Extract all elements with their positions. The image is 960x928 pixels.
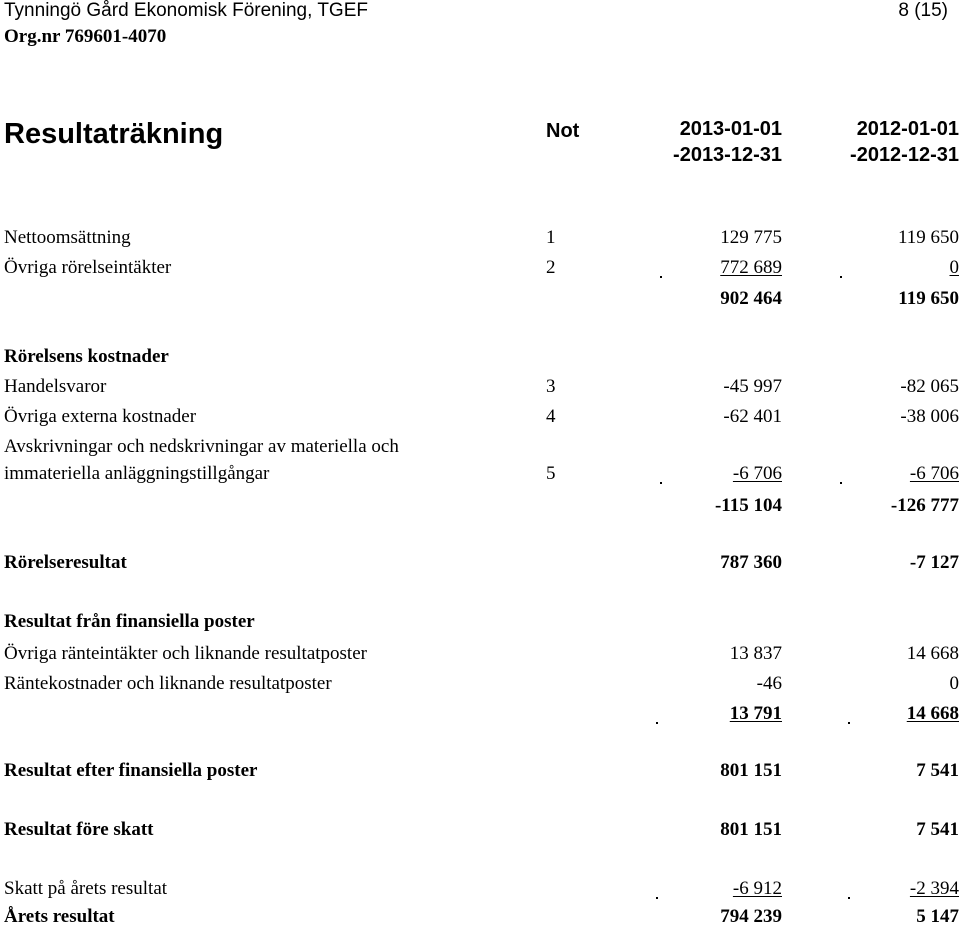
row-label-avskrivningar-line2: immateriella anläggningstillgångar: [4, 463, 270, 484]
row-label-skatt: Skatt på årets resultat: [4, 878, 168, 899]
leader-dot: [848, 897, 850, 899]
row-note: 4: [546, 406, 556, 427]
org-nr: Org.nr 769601-4070: [4, 26, 167, 47]
subtotal-current: -115 104: [714, 495, 782, 516]
row-label-rorelseresultat: Rörelseresultat: [4, 552, 127, 573]
row-value-current: 772 689: [720, 257, 782, 278]
row-value-current: 13 837: [729, 643, 782, 664]
subtotal-current: 902 464: [720, 288, 782, 309]
row-value-prev: 5 147: [916, 906, 959, 927]
subtotal-prev: -126 777: [890, 495, 959, 516]
row-value-current: 801 151: [720, 760, 782, 781]
subtotal-prev: 14 668: [906, 703, 959, 724]
page-title: Resultaträkning: [4, 118, 224, 150]
row-value-prev: -7 127: [909, 552, 959, 573]
row-value-current: -46: [756, 673, 782, 694]
row-label-avskrivningar-line1: Avskrivningar och nedskrivningar av materiella och: [4, 436, 399, 457]
row-note: 1: [546, 227, 556, 248]
row-note: 2: [546, 257, 556, 278]
column-header-prev-end: -2012-12-31: [850, 144, 959, 166]
page-number: 8 (15): [898, 0, 948, 21]
row-value-prev: -2 394: [909, 878, 959, 899]
row-value-prev: 14 668: [906, 643, 959, 664]
column-header-current-start: 2013-01-01: [679, 118, 782, 140]
row-value-current: -62 401: [723, 406, 782, 427]
row-label-arets-resultat: Årets resultat: [4, 906, 115, 927]
leader-dot: [848, 722, 850, 724]
row-label-handelsvaror: Handelsvaror: [4, 376, 107, 397]
leader-dot: [660, 276, 662, 278]
column-header-not: Not: [546, 120, 580, 142]
row-value-prev: 119 650: [897, 227, 959, 248]
row-value-prev: -82 065: [900, 376, 959, 397]
row-label-externa-kostnader: Övriga externa kostnader: [4, 406, 197, 427]
section-heading-finansiella-poster: Resultat från finansiella poster: [4, 611, 255, 632]
row-value-prev: 0: [949, 257, 959, 278]
row-label-ovriga-rorelseintakter: Övriga rörelseintäkter: [4, 257, 172, 278]
leader-dot: [660, 482, 662, 484]
row-note: 3: [546, 376, 556, 397]
row-value-current: 129 775: [720, 227, 782, 248]
column-header-current-end: -2013-12-31: [673, 144, 782, 166]
row-value-current: 801 151: [720, 819, 782, 840]
section-heading-rorelsens-kostnader: Rörelsens kostnader: [4, 346, 169, 367]
subtotal-prev: 119 650: [898, 288, 959, 309]
row-label-nettoomsattning: Nettoomsättning: [4, 227, 131, 248]
row-label-rantekostnader: Räntekostnader och liknande resultatposter: [4, 673, 332, 694]
row-value-prev: -6 706: [909, 463, 959, 484]
row-note: 5: [546, 463, 556, 484]
leader-dot: [656, 722, 658, 724]
row-value-current: 794 239: [720, 906, 782, 927]
org-name: Tynningö Gård Ekonomisk Förening, TGEF: [4, 0, 368, 21]
row-value-prev: -38 006: [900, 406, 959, 427]
column-header-prev-start: 2012-01-01: [856, 118, 959, 140]
row-value-prev: 7 541: [916, 760, 959, 781]
row-value-current: 787 360: [720, 552, 782, 573]
row-value-current: -6 912: [732, 878, 782, 899]
leader-dot: [840, 482, 842, 484]
row-value-prev: 7 541: [916, 819, 959, 840]
leader-dot: [840, 276, 842, 278]
subtotal-current: 13 791: [729, 703, 782, 724]
row-label-fore-skatt: Resultat före skatt: [4, 819, 154, 840]
row-value-prev: 0: [949, 673, 959, 694]
row-value-current: -45 997: [723, 376, 782, 397]
row-label-ranteintakter: Övriga ränteintäkter och liknande resultatposter: [4, 643, 367, 664]
row-value-current: -6 706: [732, 463, 782, 484]
leader-dot: [656, 897, 658, 899]
row-label-efter-finansiella: Resultat efter finansiella poster: [4, 760, 258, 781]
